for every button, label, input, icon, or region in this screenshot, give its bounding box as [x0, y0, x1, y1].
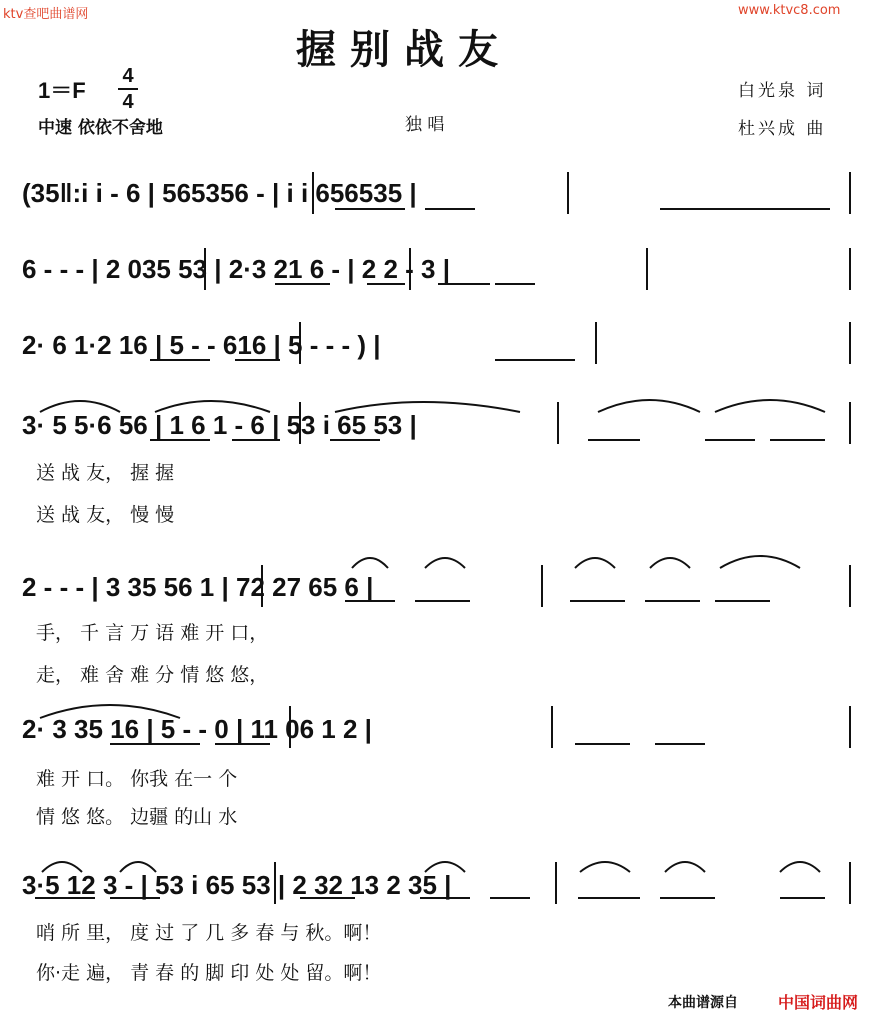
key-signature: 1＝F [38, 78, 86, 103]
performance-marking: 独 唱 [405, 115, 445, 135]
lyric-line-4-verse-2: 送 战 友， 慢 慢 [36, 504, 175, 526]
notation-line-2: 6 - - - | 2 035 53 | 2·3 21 6 - | 2 2 - 3 | [22, 254, 450, 284]
tempo-marking: 中速 依依不舍地 [38, 118, 163, 138]
lyricist-credit: 白光泉 词 [738, 81, 827, 101]
lyric-line-7-verse-1: 哨 所 里， 度 过 了 几 多 春 与 秋。啊！ [36, 922, 382, 944]
notation-line-5: 2 - - - | 3 35 56 1 | 72 27 65 6 | [22, 572, 374, 602]
lyric-line-5-verse-1: 手， 千 言 万 语 难 开 口， [36, 622, 269, 644]
notation-line-7: 3·5 12 3 - | 53 i 65 53 | 2 32 13 2 35 | [22, 870, 452, 900]
time-signature-bottom: 4 [122, 91, 134, 113]
notation-line-6: 2· 3 35 16 | 5 - - 0 | 11 06 1 2 | [22, 714, 372, 744]
lyric-line-6-verse-1: 难 开 口。 你我 在一 个 [36, 768, 238, 790]
watermark-right: www.ktvc8.com [738, 3, 841, 18]
lyric-line-5-verse-2: 走， 难 舍 难 分 情 悠 悠， [36, 664, 269, 686]
time-signature-top: 4 [122, 65, 134, 87]
lyric-line-4-verse-1: 送 战 友， 握 握 [36, 462, 175, 484]
lyric-line-7-verse-2: 你·走 遍， 青 春 的 脚 印 处 处 留。啊！ [36, 962, 382, 984]
watermark-left: ktv查吧曲谱网 [3, 7, 89, 22]
footer-source-link[interactable]: 中国词曲网 [778, 993, 859, 1012]
lyric-line-6-verse-2: 情 悠 悠。 边疆 的山 水 [36, 806, 238, 828]
notation-line-3: 2· 6 1·2 16 | 5 - - 616 | 5 - - - ) | [22, 330, 381, 360]
notation-line-1: (35‖:i i - 6 | 565356 - | i i 656535 | [22, 178, 417, 208]
notation-line-4: 3· 5 5·6 56 | 1 6 1 - 6 | 53 i 65 53 | [22, 410, 417, 440]
song-title: 握别战友 [296, 26, 512, 73]
composer-credit: 杜兴成 曲 [738, 119, 827, 139]
footer-source-label: 本曲谱源自 [668, 995, 738, 1011]
